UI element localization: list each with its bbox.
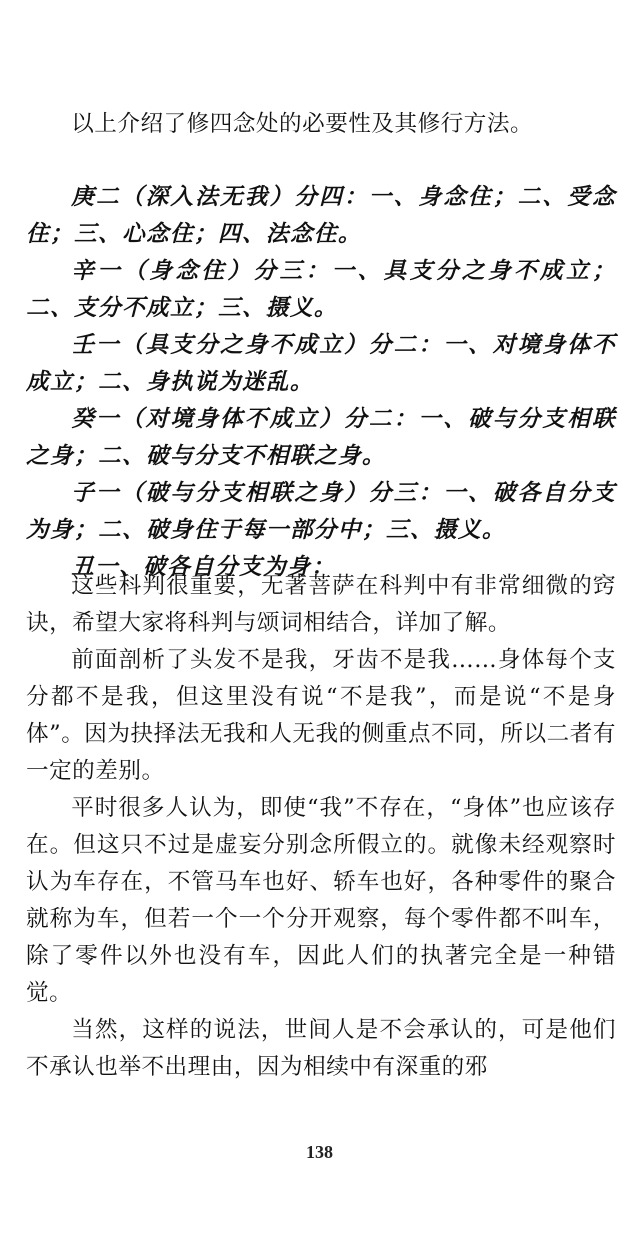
body-paragraph: 前面剖析了头发不是我，牙齿不是我……身体每个支分都不是我，但这里没有说“不是我”，而是说“不是身体”。因为抉择法无我和人无我的侧重点不同，所以二者有一定的差别。 <box>26 647 616 784</box>
body-paragraph: 当然，这样的说法，世间人是不会承认的，可是他们不承认也举不出理由，因为相续中有深重的邪 <box>26 1017 616 1080</box>
body-text <box>26 568 616 1086</box>
outline-heading: 壬一（具支分之身不成立）分二：一、对境身体不成立；二、身执说为迷乱。 <box>26 332 616 395</box>
outline-heading: 癸一（对境身体不成立）分二：一、破与分支相联之身；二、破与分支不相联之身。 <box>26 406 616 469</box>
intro-paragraph: 以上介绍了修四念处的必要性及其修行方法。 <box>71 111 534 137</box>
outline-section <box>26 179 616 586</box>
body-paragraph: 这些科判很重要，无著菩萨在科判中有非常细微的窍诀，希望大家将科判与颂词相结合，详加了解。 <box>26 573 616 636</box>
body-paragraph: 平时很多人认为，即使“我”不存在，“身体”也应该存在。但这只不过是虚妄分别念所假立的。就像未经观察时认为车存在，不管马车也好、轿车也好，各种零件的聚合就称为车，但若一个一个分开观察，每个零件都不叫车，除了零件以外也没有车，因此人们的执著完全是一种错觉。 <box>26 795 616 1006</box>
outline-heading: 庚二（深入法无我）分四：一、身念住；二、受念住；三、心念住；四、法念住。 <box>26 184 616 247</box>
outline-heading: 丑一、破各自分支为身： <box>71 554 336 580</box>
page-number: 138 <box>306 1142 333 1162</box>
outline-heading: 辛一（身念住）分三：一、具支分之身不成立；二、支分不成立；三、摄义。 <box>26 258 616 321</box>
outline-heading: 子一（破与分支相联之身）分三：一、破各自分支为身；二、破身住于每一部分中；三、摄义。 <box>26 480 616 543</box>
